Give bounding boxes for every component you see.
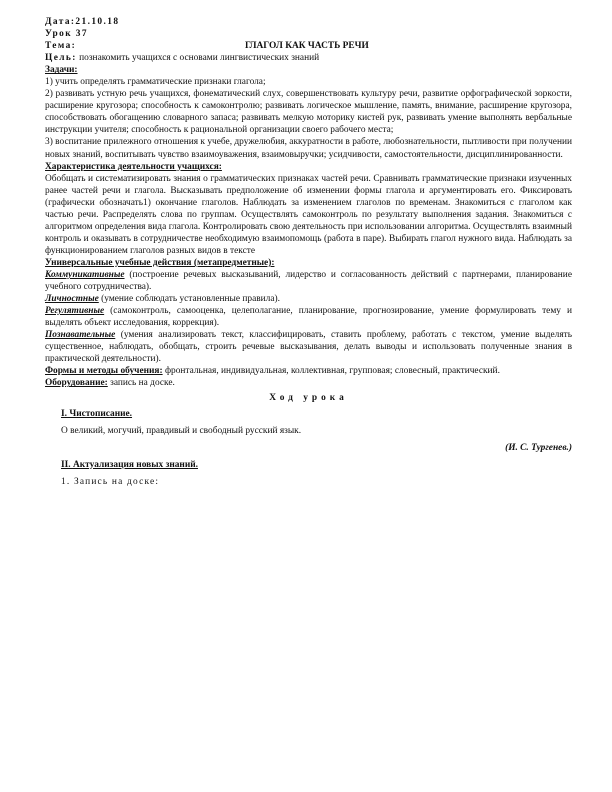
uud-cognitive-label: Познавательные [45, 330, 116, 341]
uud-personal-label: Личностные [45, 294, 99, 305]
uud-personal [45, 293, 572, 305]
task-item-2: 2) развивать устную речь учащихся, фонематический слух, совершенствовать культуру речи, развитие орфографической зоркости, расширение кругозора; способность к самоконтролю; развивать логическое мышление, память, внимание, расширение кругозора, способствовать обогащению словарного запаса; развивать мелкую моторику кистей рук, развивать умение выполнять вербальные инструкции учителя; способность к рациональной организации своего рабочего места; [45, 89, 572, 136]
penmanship-quote: О великий, могучий, правдивый и свободный русский язык. [61, 425, 302, 436]
goal-text: познакомить учащихся с основами лингвистических знаний [76, 53, 320, 64]
uud-regulatory-label: Регулятивные [45, 306, 105, 317]
uud-communicative-text: (построение речевых высказываний, лидерство и согласованность действий с партнерами, планирование учебного сотрудничества). [45, 269, 572, 293]
activity-text: Обобщать и систематизировать знания о грамматических признаках частей речи. Сравнивать грамматические признаки изученных ранее частей речи и глагола. Высказывать предположение об изменении формы глагола и аргументировать его. Фиксировать (графически обозначать1) окончание глаголов. Наблюдать за изменением глаголов по временам. Знакомиться с глаголом как частью речи. Распределять слова по группам. Осуществлять самоконтроль по результату выполнения задания. Знакомиться с алгоритмом определения вида глагола. Контролировать свою деятельность при использовании алгоритма. Осуществлять взаимный контроль и оказывать в сотрудничестве необходимую взаимопомощь (работа в паре). Выбирать глагол нужного вида. Наблюдать за функционированием глаголов разных видов в тексте [45, 173, 572, 256]
theme-label: Тема: [45, 41, 77, 52]
uud-communicative [45, 269, 572, 293]
equipment-line [45, 377, 572, 389]
board-note: 1. Запись на доске: [61, 476, 160, 487]
equipment-text: запись на доске. [107, 378, 175, 389]
lesson-flow-heading: Ход урока [269, 393, 348, 404]
uud-personal-text: (умение соблюдать установленные правила). [98, 294, 280, 305]
quote-author: (И. С. Тургенев.) [505, 442, 572, 453]
tasks-heading: Задачи: [45, 65, 78, 76]
uud-heading: Универсальные учебные действия (метапредметные): [45, 257, 275, 268]
methods-line [45, 365, 572, 377]
section-penmanship: I. Чистописание. [61, 408, 133, 419]
lesson-plan-page [45, 16, 572, 488]
theme-title: ГЛАГОЛ КАК ЧАСТЬ РЕЧИ [245, 41, 369, 52]
uud-cognitive [45, 329, 572, 365]
goal-label: Цель: [45, 53, 77, 64]
lesson-date: Дата:21.10.18 [45, 17, 120, 27]
section-actualization: II. Актуализация новых знаний. [61, 459, 198, 470]
uud-regulatory [45, 305, 572, 329]
task-item-1: 1) учить определять грамматические признаки глагола; [45, 77, 266, 88]
uud-cognitive-text: (умения анализировать текст, классифицировать, ставить проблему, работать с текстом, умение выделять существенное, наблюдать, обобщать, строить речевые высказывания, делать выводы и использовать полученные знания в практической деятельности). [45, 330, 572, 365]
task-item-3: 3) воспитание прилежного отношения к учебе, дружелюбия, аккуратности в работе, любознательности, пытливости при получении новых знаний, воспитывать чувство взаимоуважения, взаимовыручки; усидчивости, самостоятельности, дисциплинированности. [45, 137, 572, 160]
lesson-number: Урок 37 [45, 29, 88, 40]
methods-label: Формы и методы обучения: [45, 366, 163, 377]
uud-communicative-label: Коммуникативные [45, 269, 125, 280]
uud-regulatory-text: (самоконтроль, самооценка, целеполагание, планирование, прогнозирование, умение формулировать тему и выделять объект исследования, коррекция). [45, 306, 572, 329]
activity-heading: Характеристика деятельности учащихся: [45, 161, 222, 172]
methods-text: фронтальная, индивидуальная, коллективная, групповая; словесный, практический. [162, 366, 500, 377]
theme-row [45, 40, 572, 52]
goal-line [45, 52, 572, 64]
equipment-label: Оборудование: [45, 378, 108, 389]
